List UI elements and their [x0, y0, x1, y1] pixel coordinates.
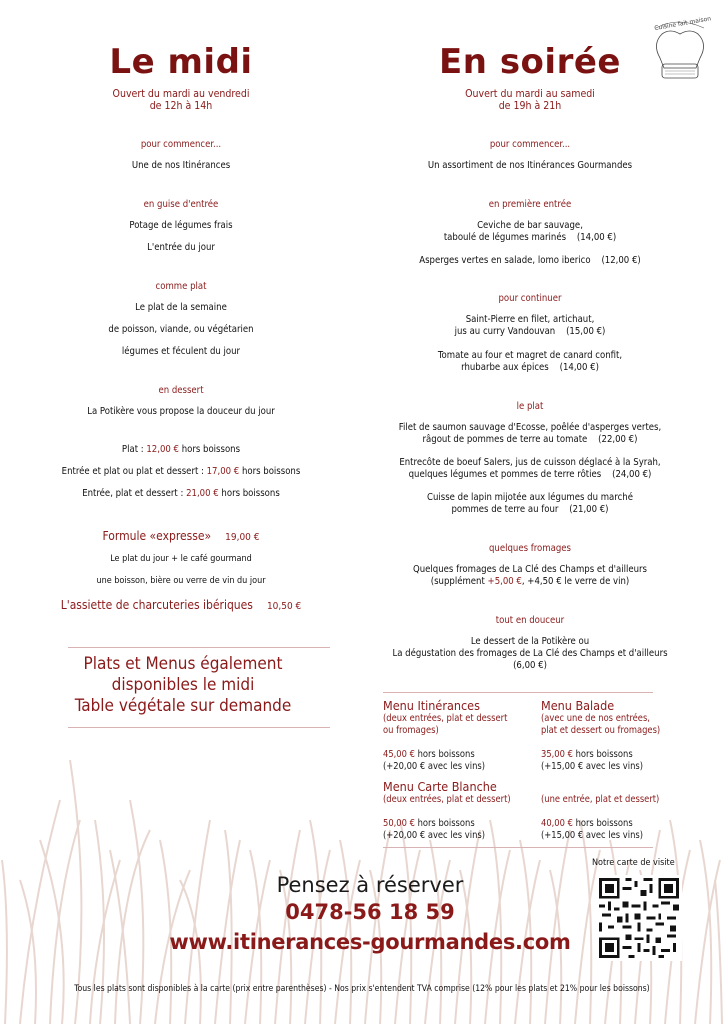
soiree-title: En soirée [439, 42, 621, 82]
section-heading: pour commencer... [489, 139, 571, 150]
midi-hours-time: de 12h à 14h [149, 100, 213, 112]
menu-item: Le dessert de la Potikère ou La dégustation des fromages de La Clé des Champs et d'ailleurs (6,00 €) [392, 636, 668, 671]
section-heading: comme plat [155, 281, 207, 292]
midi-title: Le midi [109, 42, 253, 82]
section-heading: pour continuer [498, 293, 562, 304]
menu-item: Cuisse de lapin mijotée aux légumes du marché pommes de terre au four (21,00 €) [427, 492, 633, 515]
menu-balade-variant: (une entrée, plat et dessert) 40,00 € hors boissons (+15,00 € avec les vins) [541, 794, 660, 841]
price-line: Entrée, plat et dessert : 21,00 € hors boissons [82, 488, 280, 499]
website-link[interactable]: www.itinerances-gourmandes.com [169, 930, 571, 954]
menu-item: légumes et féculent du jour [121, 346, 241, 357]
formule-expresse: Formule «expresse» 19,00 € [102, 529, 260, 543]
section-heading: tout en douceur [495, 615, 565, 626]
menu-item: Quelques fromages de La Clé des Champs et d'ailleurs (supplément +5,00 €, +4,50 € le verre de vin) [413, 564, 647, 587]
menu-item: Le plat de la semaine [135, 302, 227, 313]
formule-line: Le plat du jour + le café gourmand [110, 554, 252, 564]
menu-balade: Menu Balade (avec une de nos entrées, plat et dessert ou fromages) 35,00 € hors boissons (+15,00 € avec les vins) [541, 698, 661, 772]
midi-hours-days: Ouvert du mardi au vendredi [112, 88, 250, 100]
section-heading: quelques fromages [489, 543, 571, 554]
section-heading: en guise d'entrée [143, 199, 219, 210]
price-line: Plat : 12,00 € hors boissons [121, 444, 241, 455]
phone-number[interactable]: 0478-56 18 59 [285, 900, 455, 924]
reserve-label: Pensez à réserver [276, 873, 464, 897]
menu-item: Asperges vertes en salade, lomo iberico (12,00 €) [419, 255, 641, 266]
soiree-column [362, 0, 698, 700]
menu-item: Ceviche de bar sauvage, taboulé de légumes marinés (14,00 €) [443, 220, 617, 243]
menu-item: Un assortiment de nos Itinérances Gourmandes [427, 160, 633, 171]
divider [383, 847, 653, 848]
logo-text: Cuisine fait maison [653, 15, 712, 33]
menu-item: Saint-Pierre en filet, artichaut, jus au curry Vandouvan (15,00 €) [454, 314, 606, 337]
soiree-hours-time: de 19h à 21h [498, 100, 562, 112]
midi-column [20, 0, 342, 740]
menu-item: L'entrée du jour [147, 242, 215, 253]
section-heading: pour commencer... [140, 139, 222, 150]
assiette-charcuteries: L'assiette de charcuteries ibériques 10,50 € [60, 598, 302, 612]
menu-itinerances: Menu Itinérances (deux entrées, plat et dessert ou fromages) 45,00 € hors boissons (+20,00 € avec les vins) [383, 698, 508, 772]
menu-item: Tomate au four et magret de canard confit, rhubarbe aux épices (14,00 €) [437, 350, 623, 373]
footer-note: Tous les plats sont disponibles à la carte (prix entre parenthèses) - Nos prix s'entendent TVA comprise (12% pour les plats et 21% pour les boissons) [74, 984, 650, 994]
section-heading: le plat [516, 401, 544, 412]
midi-hours [20, 88, 342, 112]
menu-carte-blanche: Menu Carte Blanche (deux entrées, plat et dessert) 50,00 € hors boissons (+20,00 € avec les vins) [383, 779, 511, 841]
menu-item: Une de nos Itinérances [131, 160, 231, 171]
section-heading: en dessert [158, 385, 204, 396]
price-line: Entrée et plat ou plat et dessert : 17,00 € hors boissons [61, 466, 301, 477]
menu-item: de poisson, viande, ou végétarien [108, 324, 254, 335]
qr-code-icon[interactable] [596, 875, 682, 961]
menu-item: Filet de saumon sauvage d'Ecosse, poêlée d'asperges vertes, râgout de pommes de terre au tomate (22,00 €) [398, 422, 662, 445]
menu-item: La Potikère vous propose la douceur du jour [87, 406, 275, 417]
menu-item: Potage de légumes frais [129, 220, 233, 231]
soiree-hours-days: Ouvert du mardi au samedi [465, 88, 595, 100]
formule-line: une boisson, bière ou verre de vin du jour [96, 576, 266, 586]
reservation-block [160, 872, 580, 958]
qr-label: Notre carte de visite [592, 858, 675, 868]
section-heading: en première entrée [488, 199, 572, 210]
menu-item: Entrecôte de boeuf Salers, jus de cuisson déglacé à la Syrah, quelques légumes et pommes de terre rôties (24,00 €) [399, 457, 661, 480]
promo-text: Plats et Menus également disponibles le midi Table végétale sur demande [74, 654, 292, 716]
soiree-hours [362, 88, 698, 112]
